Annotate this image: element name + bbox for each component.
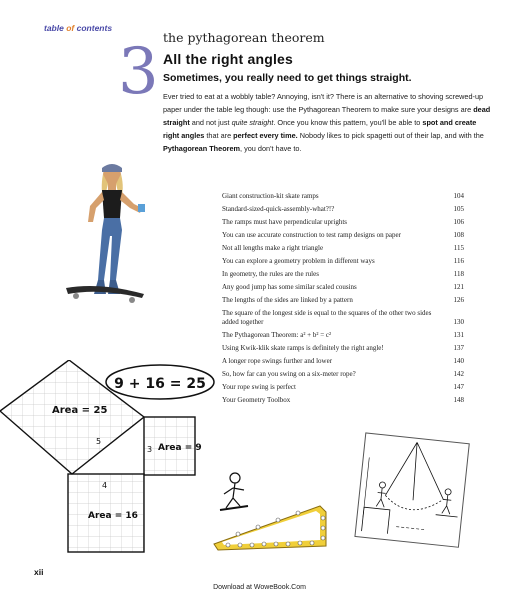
chapter-kicker: the pythagorean theorem — [163, 30, 325, 45]
toc-entry-title: A longer rope swings further and lower — [222, 357, 333, 365]
toc-entry-title: Your Geometry Toolbox — [222, 396, 291, 404]
intro-bold-3: perfect every time. — [233, 131, 298, 140]
toc-entry[interactable] — [222, 396, 464, 405]
toc-entry-title: In geometry, the rules are the rules — [222, 270, 319, 278]
intro-text-3: . Once you know this pattern, you'll be able to — [273, 118, 423, 127]
area-small-label: Area = 9 — [158, 443, 202, 453]
intro-text-4: that are — [204, 131, 234, 140]
toc-entry-title: Giant construction-kit skate ramps — [222, 192, 319, 200]
toc-entry-page: 140 — [453, 357, 464, 365]
chapter-number: 3 — [118, 35, 159, 109]
toc-entry-title: You can explore a geometry problem in different ways — [222, 257, 375, 265]
toc-entry-title: Not all lengths make a right triangle — [222, 244, 324, 252]
intro-bold-4: Pythagorean Theorem — [163, 144, 241, 153]
intro-text-1: Ever tried to eat at a wobbly table? Annoying, isn't it? There is an alternative to shoving screwed-up paper under the table leg though: use the Pythagorean Theorem to make sure your designs are — [163, 92, 484, 114]
pythagorean-squares-figure — [0, 360, 220, 560]
toc-entry-page: 126 — [453, 296, 464, 304]
toc-entry-title: Standard-sized-quick-assembly-what?!? — [222, 205, 335, 213]
toc-label-table: table — [44, 23, 64, 33]
side-3-label: 3 — [147, 445, 153, 454]
toc-entry-page: 130 — [453, 318, 464, 326]
toc-label-contents: contents — [76, 23, 113, 33]
toc-entry-page: 105 — [453, 205, 464, 213]
chapter-title: All the right angles — [163, 51, 294, 67]
toc-entry-title: The ramps must have perpendicular uprights — [222, 218, 347, 226]
intro-italic-1: quite straight — [231, 118, 274, 127]
toc-entry[interactable] — [222, 331, 464, 340]
toc-label — [44, 23, 112, 33]
toc-entry-title: The square of the longest side is equal to the squares of the other two sides added together — [222, 309, 432, 326]
area-medium-label: Area = 16 — [88, 511, 138, 521]
toc-list — [222, 192, 464, 409]
footer-download-text: Download at WoweBook.Com — [213, 584, 306, 591]
intro-bold-2: spot and create right angles — [163, 118, 477, 140]
toc-entry-title: The lengths of the sides are linked by a pattern — [222, 296, 353, 304]
toc-entry-page: 104 — [453, 192, 464, 200]
toc-entry[interactable] — [222, 370, 464, 379]
toc-entry[interactable] — [222, 205, 464, 214]
equation-label: 9 + 16 = 25 — [114, 376, 206, 392]
toc-entry-page: 131 — [453, 331, 464, 339]
toc-entry[interactable] — [222, 383, 464, 392]
side-5-label: 5 — [96, 437, 102, 446]
toc-entry-page: 116 — [453, 257, 464, 265]
toc-entry-title: You can use accurate construction to test ramp designs on paper — [222, 231, 401, 239]
toc-entry[interactable] — [222, 357, 464, 366]
area-large-label: Area = 25 — [52, 405, 108, 416]
toc-entry-page: 106 — [453, 218, 464, 226]
toc-entry[interactable] — [222, 296, 464, 305]
toc-label-of: of — [66, 23, 75, 33]
toc-entry[interactable] — [222, 270, 464, 279]
intro-text-6: , you don't have to. — [240, 144, 302, 153]
intro-paragraph — [163, 90, 493, 155]
toc-entry-page: 121 — [453, 283, 464, 291]
side-4-label: 4 — [102, 481, 108, 490]
toc-entry-page: 118 — [453, 270, 464, 278]
rope-swing-image — [352, 432, 470, 550]
toc-entry[interactable] — [222, 244, 464, 253]
toc-entry-title: Your rope swing is perfect — [222, 383, 296, 391]
toc-entry[interactable] — [222, 192, 464, 201]
skater-girl-image — [60, 160, 155, 310]
toc-entry[interactable] — [222, 283, 464, 292]
toc-entry-page: 137 — [453, 344, 464, 352]
toc-entry[interactable] — [222, 309, 464, 327]
toc-entry[interactable] — [222, 231, 464, 240]
toc-entry[interactable] — [222, 344, 464, 353]
intro-text-5: Nobody likes to pick spagetti out of their lap, and with the — [297, 131, 484, 140]
page-number: xii — [34, 567, 44, 577]
toc-entry-page: 147 — [453, 383, 464, 391]
toc-entry-title: So, how far can you swing on a six-meter rope? — [222, 370, 356, 378]
toc-entry-page: 142 — [453, 370, 464, 378]
intro-text-2: and not just — [189, 118, 232, 127]
intro-bold-1: dead straight — [163, 105, 491, 127]
chapter-lead: Sometimes, you really need to get things straight. — [163, 72, 412, 84]
toc-entry-page: 108 — [453, 231, 464, 239]
toc-entry-page: 148 — [453, 396, 464, 404]
toc-entry-page: 115 — [453, 244, 464, 252]
toc-entry-title: Using Kwik-klik skate ramps is definitely the right angle! — [222, 344, 384, 352]
skate-ramp-image — [208, 466, 338, 554]
toc-entry-title: The Pythagorean Theorem: a² + b² = c² — [222, 331, 332, 339]
toc-entry-title: Any good jump has some similar scaled cousins — [222, 283, 357, 291]
toc-entry[interactable] — [222, 218, 464, 227]
toc-entry[interactable] — [222, 257, 464, 266]
